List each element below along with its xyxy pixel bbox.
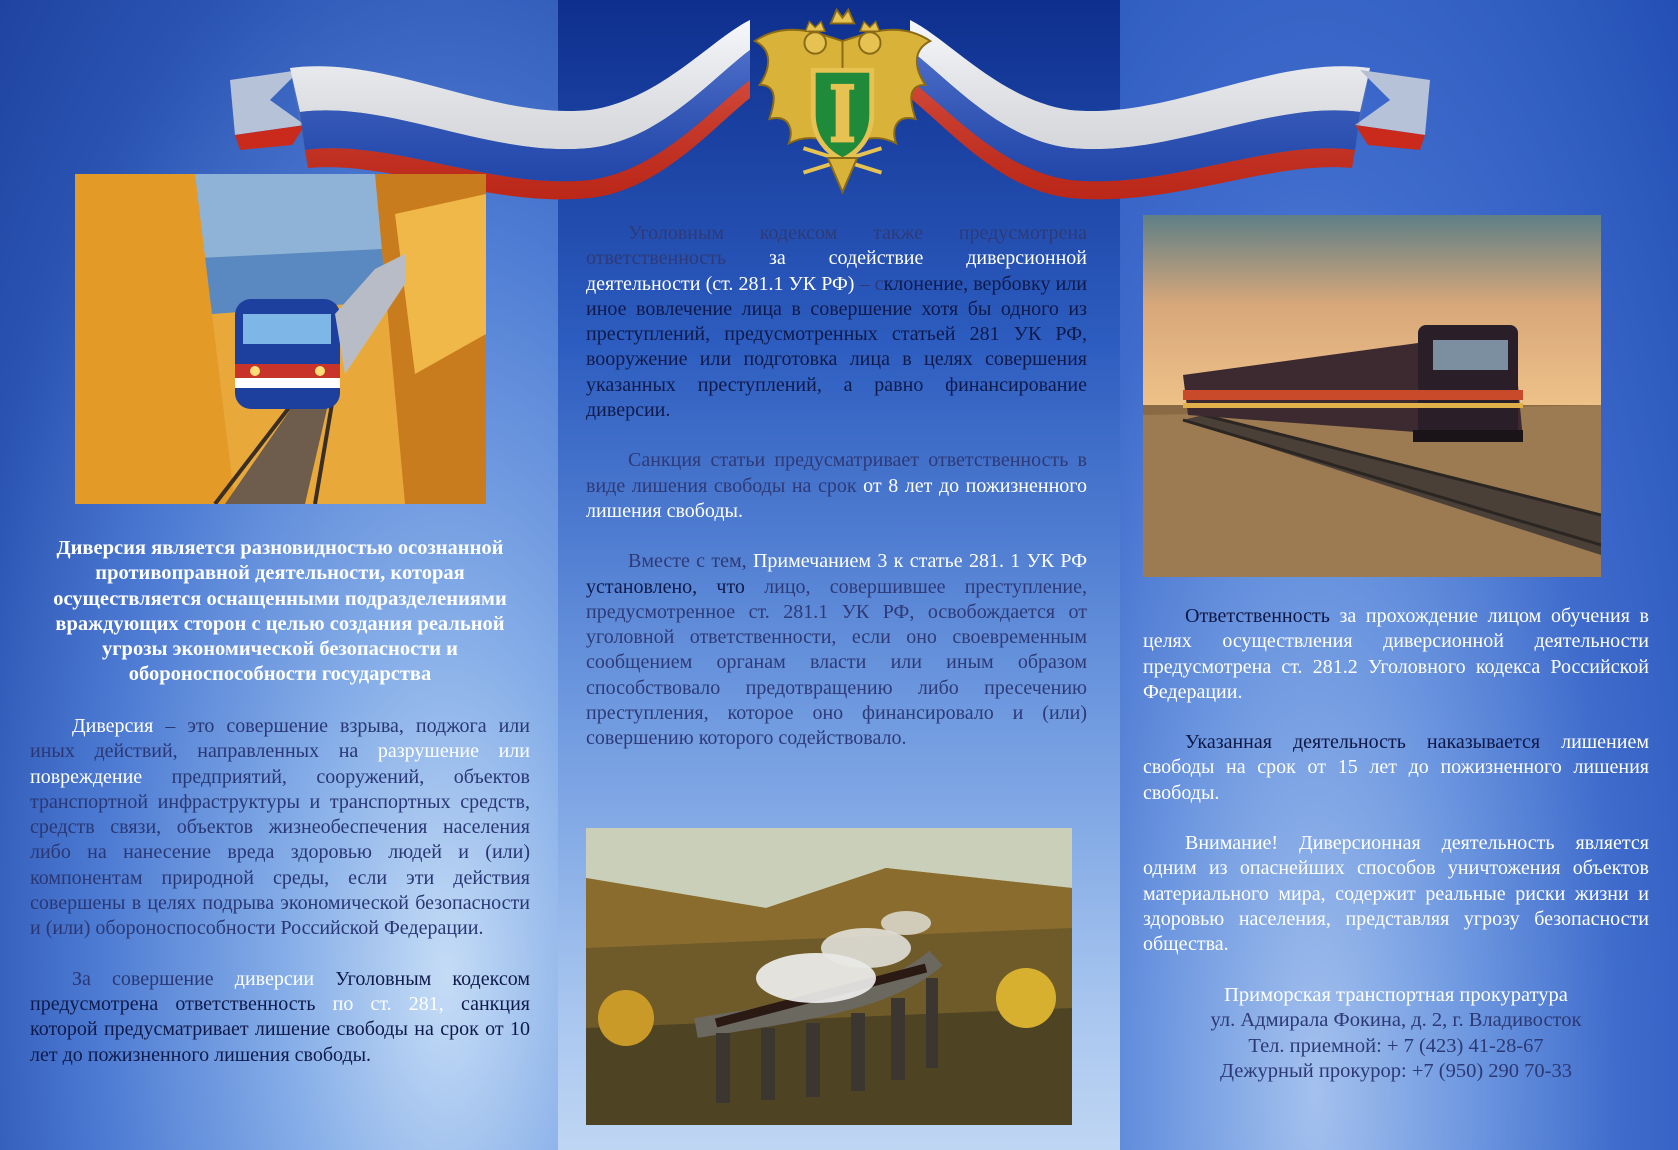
left-paragraph-1: Диверсия – это совершение взрыва, поджога или иных действий, направленных на разрушение или повреждение предприятий, сооружений, объектов транспортной инфраструктуры и транспортных средств, средств связи, объектов жизнеобеспечения населения либо на нанесение вреда здоровью людей и (или) компонентам природной среды, если эти действия совершены в целях подрыва экономической безопасности и (или) обороноспособности Российской Федерации. [30,715,530,940]
right-column-text [1143,604,1649,983]
duty-prosecutor-phone: Дежурный прокурор: +7 (950) 290 70-33 [1220,1059,1572,1082]
contacts-block [1143,983,1649,1084]
center-column-text [586,221,1087,777]
photo-sunset-train [1143,215,1601,577]
photo-autumn-locomotive [75,174,486,504]
center-paragraph-2: Санкция статьи предусматривает ответственность в виде лишения свободы на срок от 8 лет до пожизненного лишения свободы. [586,449,1087,522]
right-paragraph-1: Ответственность за прохождение лицом обучения в целях осуществления диверсионной деятельности предусмотрена ст. 281.2 Уголовного кодекса Российской Федерации. [1143,605,1649,703]
reception-phone: Тел. приемной: + 7 (423) 41-28-67 [1248,1034,1544,1057]
photo-viaduct-steam-train [586,828,1072,1125]
right-paragraph-3: Внимание! Диверсионная деятельность является одним из опаснейших способов уничтожения объектов материального мира, содержит реальные риски жизни и здоровью населения, представляя угрозу безопасности общества. [1143,832,1649,956]
left-column-text [30,714,530,1093]
term-diversion: Диверсия [72,715,154,737]
center-paragraph-1: Уголовным кодексом также предусмотрена ответственность за содействие диверсионной деятельности (ст. 281.1 УК РФ) – склонение, вербовку или иное вовлечение лица в совершение хотя бы одного из преступлений, предусмотренных статьей 281 УК РФ, вооружение или подготовка лица в целях совершения указанных преступлений, а равно финансирование диверсии. [586,222,1087,422]
org-address: ул. Адмирала Фокина, д. 2, г. Владивосток [1210,1009,1582,1032]
prosecutor-emblem [745,2,940,197]
center-paragraph-3: Вместе с тем, Примечанием 3 к статье 281. 1 УК РФ установлено, что лицо, совершившее преступление, предусмотренное ст. 281.1 УК РФ, освобождается от уголовной ответственности, если оно своевременным сообщением органам власти или иным образом способствовало предотвращению либо пресечению преступления, которое оно финансировало и (или) совершению которого содействовало. [586,550,1088,750]
right-paragraph-2: Указанная деятельность наказывается лишением свободы на срок от 15 лет до пожизненного лишения свободы. [1143,731,1649,804]
org-name: Приморская транспортная прокуратура [1224,984,1568,1006]
intro-heading: Диверсия является разновидностью осознанной противоправной деятельности, которая осуществляется оснащенными подразделениями враждующих сторон с целью создания реальной угрозы экономической безопасности и обороноспособности государства [53,537,507,686]
left-paragraph-2: За совершение диверсии Уголовным кодексом предусмотрена ответственность по ст. 281, санкция которой предусматривает лишение свободы на срок от 10 лет до пожизненного лишения свободы. [30,967,530,1066]
